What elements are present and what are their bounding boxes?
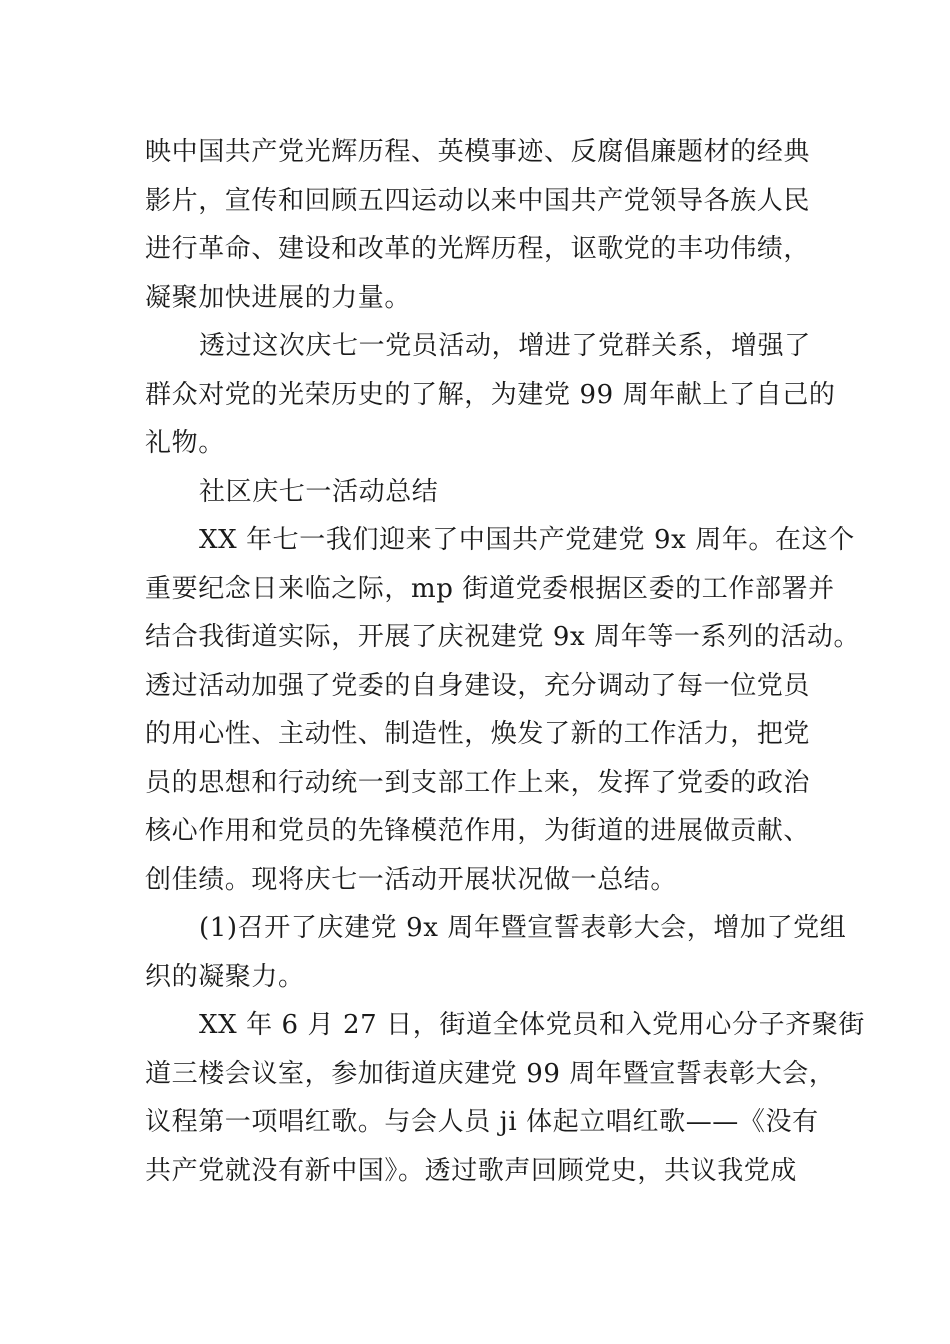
- document-body: [145, 128, 865, 1195]
- text-line: 进行革命、建设和改革的光辉历程，讴歌党的丰功伟绩，: [145, 234, 811, 264]
- text-line: 影片，宣传和回顾五四运动以来中国共产党领导各族人民: [145, 185, 811, 216]
- text-line: 映中国共产党光辉历程、英模事迹、反腐倡廉题材的经典: [145, 137, 811, 167]
- paragraph-first-line: 透过这次庆七一党员活动，增进了党群关系，增强了: [199, 331, 811, 361]
- paragraph-first-line: XX 年七一我们迎来了中国共产党建党 9x 周年。在这个: [199, 525, 855, 555]
- section-heading: 社区庆七一活动总结: [199, 476, 439, 507]
- text-line: 的用心性、主动性、制造性，焕发了新的工作活力，把党: [145, 719, 811, 749]
- text-line: 员的思想和行动统一到支部工作上来，发挥了党委的政治: [145, 767, 811, 798]
- text-line: 创佳绩。现将庆七一活动开展状况做一总结。: [145, 864, 678, 895]
- text-line: 织的凝聚力。: [145, 961, 305, 992]
- text-line: 凝聚加快进展的力量。: [145, 282, 412, 313]
- text-line: 群众对党的光荣历史的了解，为建党 99 周年献上了自己的: [145, 379, 836, 410]
- text-line: 结合我街道实际，开展了庆祝建党 9x 周年等一系列的活动。: [145, 622, 861, 652]
- text-line: 透过活动加强了党委的自身建设，充分调动了每一位党员: [145, 670, 811, 701]
- text-line: 议程第一项唱红歌。与会人员 ji 体起立唱红歌——《没有: [145, 1107, 819, 1137]
- text-line: 共产党就没有新中国》。透过歌声回顾党史，共议我党成: [145, 1155, 798, 1186]
- text-line: 重要纪念日来临之际，mp 街道党委根据区委的工作部署并: [145, 573, 835, 604]
- paragraph-first-line: XX 年 6 月 27 日，街道全体党员和入党用心分子齐聚街: [199, 1010, 865, 1040]
- text-line: 核心作用和党员的先锋模范作用，为街道的进展做贡献、: [145, 816, 811, 846]
- paragraph-first-line: (1)召开了庆建党 9x 周年暨宣誓表彰大会，增加了党组: [199, 913, 847, 943]
- text-line: 道三楼会议室，参加街道庆建党 99 周年暨宣誓表彰大会，: [145, 1058, 836, 1089]
- text-line: 礼物。: [145, 428, 225, 458]
